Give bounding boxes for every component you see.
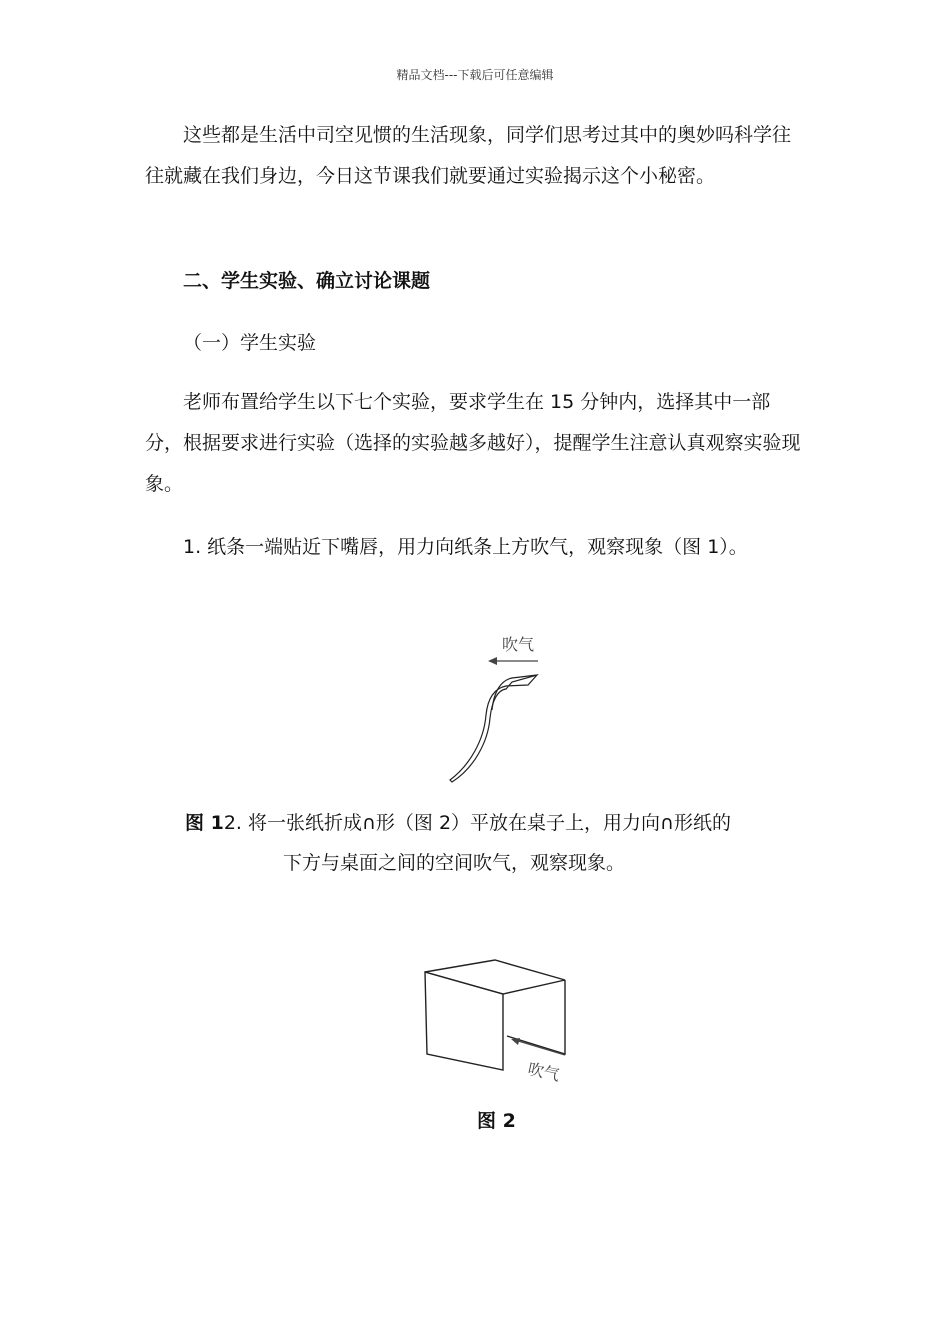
page-header: 精品文档---下载后可任意编辑 — [396, 68, 554, 82]
figure-1-caption — [185, 808, 731, 838]
experiment-item-2-continued: 下方与桌面之间的空间吹气，观察现象。 — [283, 852, 626, 874]
experiment-item-2: 2. 将一张纸折成∩形（图 2）平放在桌子上，用力向∩形纸的 — [223, 812, 731, 834]
instructions-paragraph: 老师布置给学生以下七个实验，要求学生在 15 分钟内，选择其中一部分，根据要求进行实验（选择的实验越多越好），提醒学生注意认真观察实验现象。 — [145, 391, 801, 495]
figure-1-caption-label: 图 1 — [185, 812, 224, 834]
intro-paragraph: 这些都是生活中司空见惯的生活现象，同学们思考过其中的奥妙吗科学往往就藏在我们身边，今日这节课我们就要通过实验揭示这个小秘密。 — [145, 124, 792, 187]
subsection-heading: （一）学生实验 — [183, 332, 317, 354]
figure-2-folded-paper — [415, 950, 575, 1094]
experiment-item-1: 1. 纸条一端贴近下嘴唇，用力向纸条上方吹气，观察现象（图 1）。 — [183, 536, 748, 558]
figure-1-label: 吹气 — [502, 635, 535, 654]
figure-1-paper-strip — [440, 630, 560, 794]
figure-2-label: 吹气 — [526, 1059, 562, 1085]
section-heading: 二、学生实验、确立讨论课题 — [183, 270, 431, 292]
figure-2-caption: 图 2 — [477, 1110, 516, 1132]
